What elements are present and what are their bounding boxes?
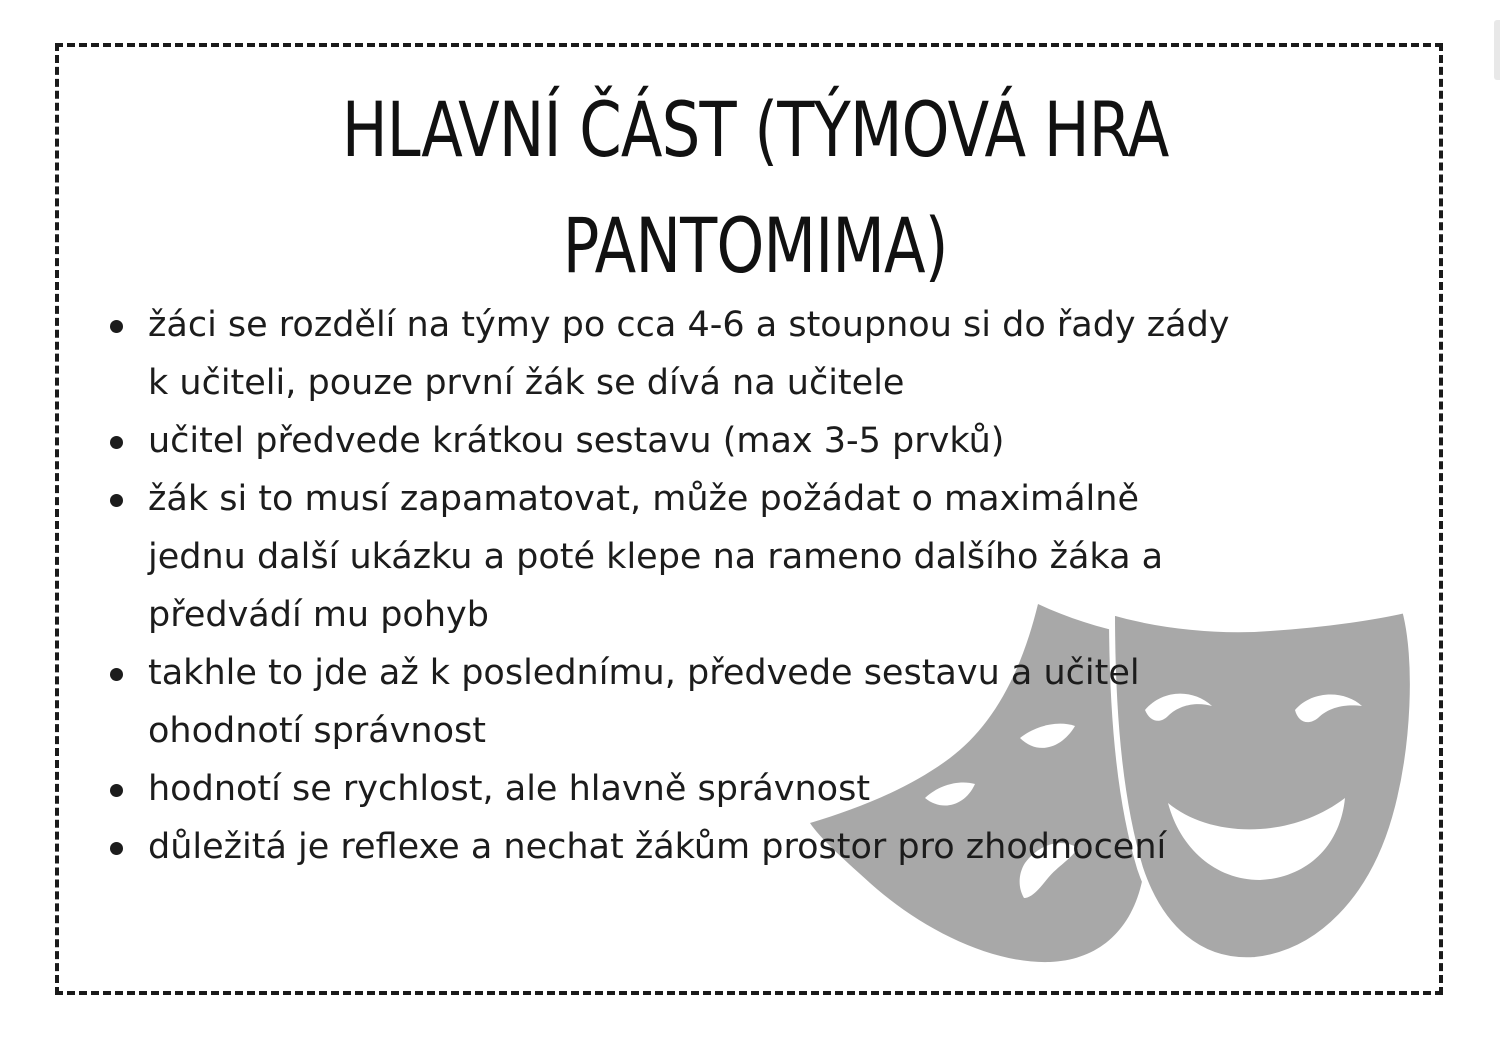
title-line-1: HLAVNÍ ČÁST (TÝMOVÁ HRA [341,85,1169,174]
edge-mark [1494,20,1500,80]
list-item: žáci se rozdělí na týmy po cca 4-6 a stoupnou si do řady zády k učiteli, pouze první žák se dívá na učitele [110,296,1400,412]
list-item: takhle to jde až k poslednímu, předvede sestavu a učitel ohodnotí správnost [110,644,1400,760]
page-title [155,72,1355,304]
rules-list [110,296,1400,876]
list-item: žák si to musí zapamatovat, může požádat o maximálně jednu další ukázku a poté klepe na rameno dalšího žáka a předvádí mu pohyb [110,470,1400,644]
list-item: důležitá je reflexe a nechat žákům prostor pro zhodnocení [110,818,1400,876]
list-item: hodnotí se rychlost, ale hlavně správnost [110,760,1400,818]
list-item: učitel předvede krátkou sestavu (max 3-5 prvků) [110,412,1400,470]
title-line-2: PANTOMIMA) [562,201,948,290]
